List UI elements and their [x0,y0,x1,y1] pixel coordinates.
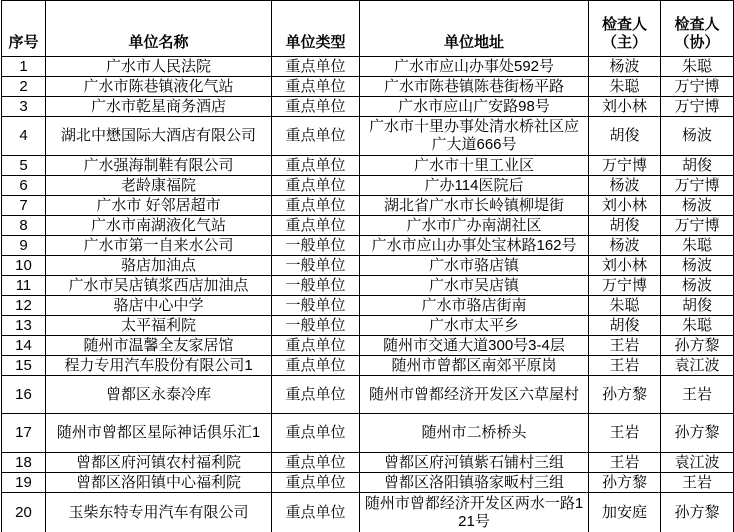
cell-unit-address[interactable]: 随州市曾都经济开发区六草屋村 [360,376,589,414]
cell-unit-type[interactable]: 一般单位 [272,276,360,296]
cell-unit-name[interactable]: 曾都区洛阳镇中心福利院 [46,473,272,493]
cell-seq[interactable]: 4 [2,117,46,156]
cell-unit-name[interactable]: 玉柴东特专用汽车有限公司 [46,493,272,532]
cell-inspector-assist[interactable]: 杨波 [661,256,734,276]
cell-seq[interactable]: 9 [2,236,46,256]
header-unit-name[interactable]: 单位名称 [46,1,272,57]
cell-unit-type[interactable]: 重点单位 [272,414,360,453]
cell-inspector-main[interactable]: 胡俊 [589,216,661,236]
cell-inspector-assist[interactable]: 杨波 [661,117,734,156]
cell-unit-address[interactable]: 广水市应山广安路98号 [360,97,589,117]
cell-unit-name[interactable]: 广水市吴店镇浆西店加油点 [46,276,272,296]
cell-inspector-assist[interactable]: 王岩 [661,376,734,414]
cell-inspector-assist[interactable]: 杨波 [661,276,734,296]
header-inspector-assist[interactable]: 检查人 （协） [661,1,734,57]
cell-inspector-assist[interactable]: 万宁博 [661,77,734,97]
cell-unit-type[interactable]: 重点单位 [272,77,360,97]
cell-inspector-main[interactable]: 杨波 [589,57,661,77]
cell-unit-type[interactable]: 重点单位 [272,216,360,236]
cell-unit-type[interactable]: 一般单位 [272,296,360,316]
cell-inspector-assist[interactable]: 朱聪 [661,316,734,336]
cell-seq[interactable]: 14 [2,336,46,356]
cell-seq[interactable]: 7 [2,196,46,216]
cell-inspector-assist[interactable]: 杨波 [661,196,734,216]
cell-inspector-main[interactable]: 王岩 [589,356,661,376]
table-row [2,216,734,236]
cell-unit-name[interactable]: 广水市 好邻居超市 [46,196,272,216]
cell-unit-type[interactable]: 重点单位 [272,156,360,176]
table-row [2,176,734,196]
header-row [2,1,734,57]
cell-unit-type[interactable]: 一般单位 [272,236,360,256]
table-row [2,316,734,336]
table-row [2,453,734,473]
cell-unit-type[interactable]: 重点单位 [272,97,360,117]
table-row [2,57,734,77]
cell-inspector-main[interactable]: 万宁博 [589,276,661,296]
cell-inspector-assist[interactable]: 王岩 [661,473,734,493]
cell-inspector-main[interactable]: 加安庭 [589,493,661,532]
cell-unit-name[interactable]: 广水市乾星商务酒店 [46,97,272,117]
table-body [2,57,734,532]
cell-inspector-main[interactable]: 杨波 [589,176,661,196]
cell-inspector-assist[interactable]: 孙方黎 [661,414,734,453]
cell-inspector-assist[interactable]: 胡俊 [661,156,734,176]
cell-unit-address[interactable]: 广水市陈巷镇陈巷街杨平路 [360,77,589,97]
cell-seq[interactable]: 11 [2,276,46,296]
cell-seq[interactable]: 19 [2,473,46,493]
cell-inspector-main[interactable]: 刘小林 [589,196,661,216]
cell-seq[interactable]: 12 [2,296,46,316]
cell-unit-address[interactable]: 随州市曾都区南郊平原岗 [360,356,589,376]
cell-unit-type[interactable]: 重点单位 [272,176,360,196]
table-row [2,493,734,532]
cell-seq[interactable]: 5 [2,156,46,176]
cell-unit-name[interactable]: 太平福利院 [46,316,272,336]
cell-seq[interactable]: 16 [2,376,46,414]
cell-inspector-main[interactable]: 王岩 [589,336,661,356]
cell-inspector-main[interactable]: 朱聪 [589,296,661,316]
cell-inspector-assist[interactable]: 袁江波 [661,356,734,376]
cell-unit-type[interactable]: 重点单位 [272,356,360,376]
cell-unit-address[interactable]: 广水市应山办事处592号 [360,57,589,77]
cell-seq[interactable]: 6 [2,176,46,196]
cell-inspector-main[interactable]: 胡俊 [589,316,661,336]
cell-inspector-assist[interactable]: 万宁博 [661,216,734,236]
cell-inspector-main[interactable]: 王岩 [589,453,661,473]
cell-unit-address[interactable]: 曾都区府河镇紫石铺村三组 [360,453,589,473]
table-row [2,97,734,117]
cell-unit-address[interactable]: 广水市广办南湖社区 [360,216,589,236]
cell-unit-address[interactable]: 广水市吴店镇 [360,276,589,296]
cell-seq[interactable]: 2 [2,77,46,97]
cell-inspector-main[interactable]: 刘小林 [589,256,661,276]
cell-inspector-assist[interactable]: 朱聪 [661,236,734,256]
table-row [2,256,734,276]
cell-unit-name[interactable]: 广水市人民法院 [46,57,272,77]
cell-inspector-assist[interactable]: 朱聪 [661,57,734,77]
table-row [2,356,734,376]
cell-inspector-main[interactable]: 刘小林 [589,97,661,117]
cell-inspector-assist[interactable]: 万宁博 [661,97,734,117]
cell-unit-address[interactable]: 广水市应山办事处宝林路162号 [360,236,589,256]
cell-seq[interactable]: 13 [2,316,46,336]
cell-unit-type[interactable]: 重点单位 [272,473,360,493]
cell-seq[interactable]: 8 [2,216,46,236]
cell-unit-name[interactable]: 广水强海制鞋有限公司 [46,156,272,176]
cell-inspector-assist[interactable]: 万宁博 [661,176,734,196]
cell-unit-address[interactable]: 曾都区洛阳镇骆家畈村三组 [360,473,589,493]
cell-seq[interactable]: 10 [2,256,46,276]
header-seq[interactable]: 序号 [2,1,46,57]
cell-unit-type[interactable]: 重点单位 [272,57,360,77]
cell-unit-name[interactable]: 广水市南湖液化气站 [46,216,272,236]
cell-unit-address[interactable]: 广水市骆店镇 [360,256,589,276]
header-inspector-main[interactable]: 检查人 （主） [589,1,661,57]
cell-inspector-main[interactable]: 孙方黎 [589,376,661,414]
table-row [2,473,734,493]
cell-inspector-assist[interactable]: 孙方黎 [661,493,734,532]
table-row [2,336,734,356]
cell-unit-address[interactable]: 广水市十里办事处清水桥社区应广大道666号 [360,117,589,156]
cell-unit-name[interactable]: 曾都区永泰冷库 [46,376,272,414]
cell-unit-name[interactable]: 广水市第一自来水公司 [46,236,272,256]
cell-unit-address[interactable]: 广办114医院后 [360,176,589,196]
cell-unit-name[interactable]: 骆店中心中学 [46,296,272,316]
cell-inspector-main[interactable]: 杨波 [589,236,661,256]
cell-unit-name[interactable]: 曾都区府河镇农村福利院 [46,453,272,473]
cell-seq[interactable]: 17 [2,414,46,453]
cell-unit-address[interactable]: 湖北省广水市长岭镇柳堤街 [360,196,589,216]
cell-unit-name[interactable]: 广水市陈巷镇液化气站 [46,77,272,97]
cell-inspector-main[interactable]: 万宁博 [589,156,661,176]
cell-unit-type[interactable]: 一般单位 [272,316,360,336]
cell-unit-name[interactable]: 骆店加油点 [46,256,272,276]
cell-unit-address[interactable]: 随州市曾都经济开发区两水一路121号 [360,493,589,532]
table-row [2,236,734,256]
cell-unit-address[interactable]: 随州市二桥桥头 [360,414,589,453]
cell-inspector-main[interactable]: 孙方黎 [589,473,661,493]
cell-unit-address[interactable]: 随州市交通大道300号3-4层 [360,336,589,356]
table-row [2,117,734,156]
cell-unit-name[interactable]: 随州市曾都区星际神话俱乐汇1 [46,414,272,453]
cell-unit-name[interactable]: 老龄康福院 [46,176,272,196]
table-row [2,156,734,176]
table-row [2,414,734,453]
table-row [2,276,734,296]
cell-unit-type[interactable]: 一般单位 [272,256,360,276]
cell-unit-type[interactable]: 重点单位 [272,336,360,356]
table-row [2,376,734,414]
cell-unit-type[interactable]: 重点单位 [272,376,360,414]
table-row [2,77,734,97]
cell-unit-type[interactable]: 重点单位 [272,453,360,473]
cell-unit-type[interactable]: 重点单位 [272,196,360,216]
cell-unit-address[interactable]: 广水市骆店街南 [360,296,589,316]
cell-inspector-main[interactable]: 胡俊 [589,117,661,156]
header-unit-address[interactable]: 单位地址 [360,1,589,57]
cell-inspector-main[interactable]: 朱聪 [589,77,661,97]
inspection-table [1,0,734,532]
cell-seq[interactable]: 20 [2,493,46,532]
cell-unit-address[interactable]: 广水市太平乡 [360,316,589,336]
cell-seq[interactable]: 18 [2,453,46,473]
cell-inspector-assist[interactable]: 胡俊 [661,296,734,316]
cell-seq[interactable]: 3 [2,97,46,117]
table-row [2,296,734,316]
cell-unit-name[interactable]: 湖北中懋国际大酒店有限公司 [46,117,272,156]
cell-inspector-assist[interactable]: 袁江波 [661,453,734,473]
cell-inspector-main[interactable]: 王岩 [589,414,661,453]
cell-unit-name[interactable]: 随州市温馨全友家居馆 [46,336,272,356]
cell-seq[interactable]: 1 [2,57,46,77]
cell-unit-name[interactable]: 程力专用汽车股份有限公司1 [46,356,272,376]
table-row [2,196,734,216]
cell-unit-type[interactable]: 重点单位 [272,117,360,156]
cell-seq[interactable]: 15 [2,356,46,376]
header-unit-type[interactable]: 单位类型 [272,1,360,57]
cell-unit-address[interactable]: 广水市十里工业区 [360,156,589,176]
cell-unit-type[interactable]: 重点单位 [272,493,360,532]
cell-inspector-assist[interactable]: 孙方黎 [661,336,734,356]
